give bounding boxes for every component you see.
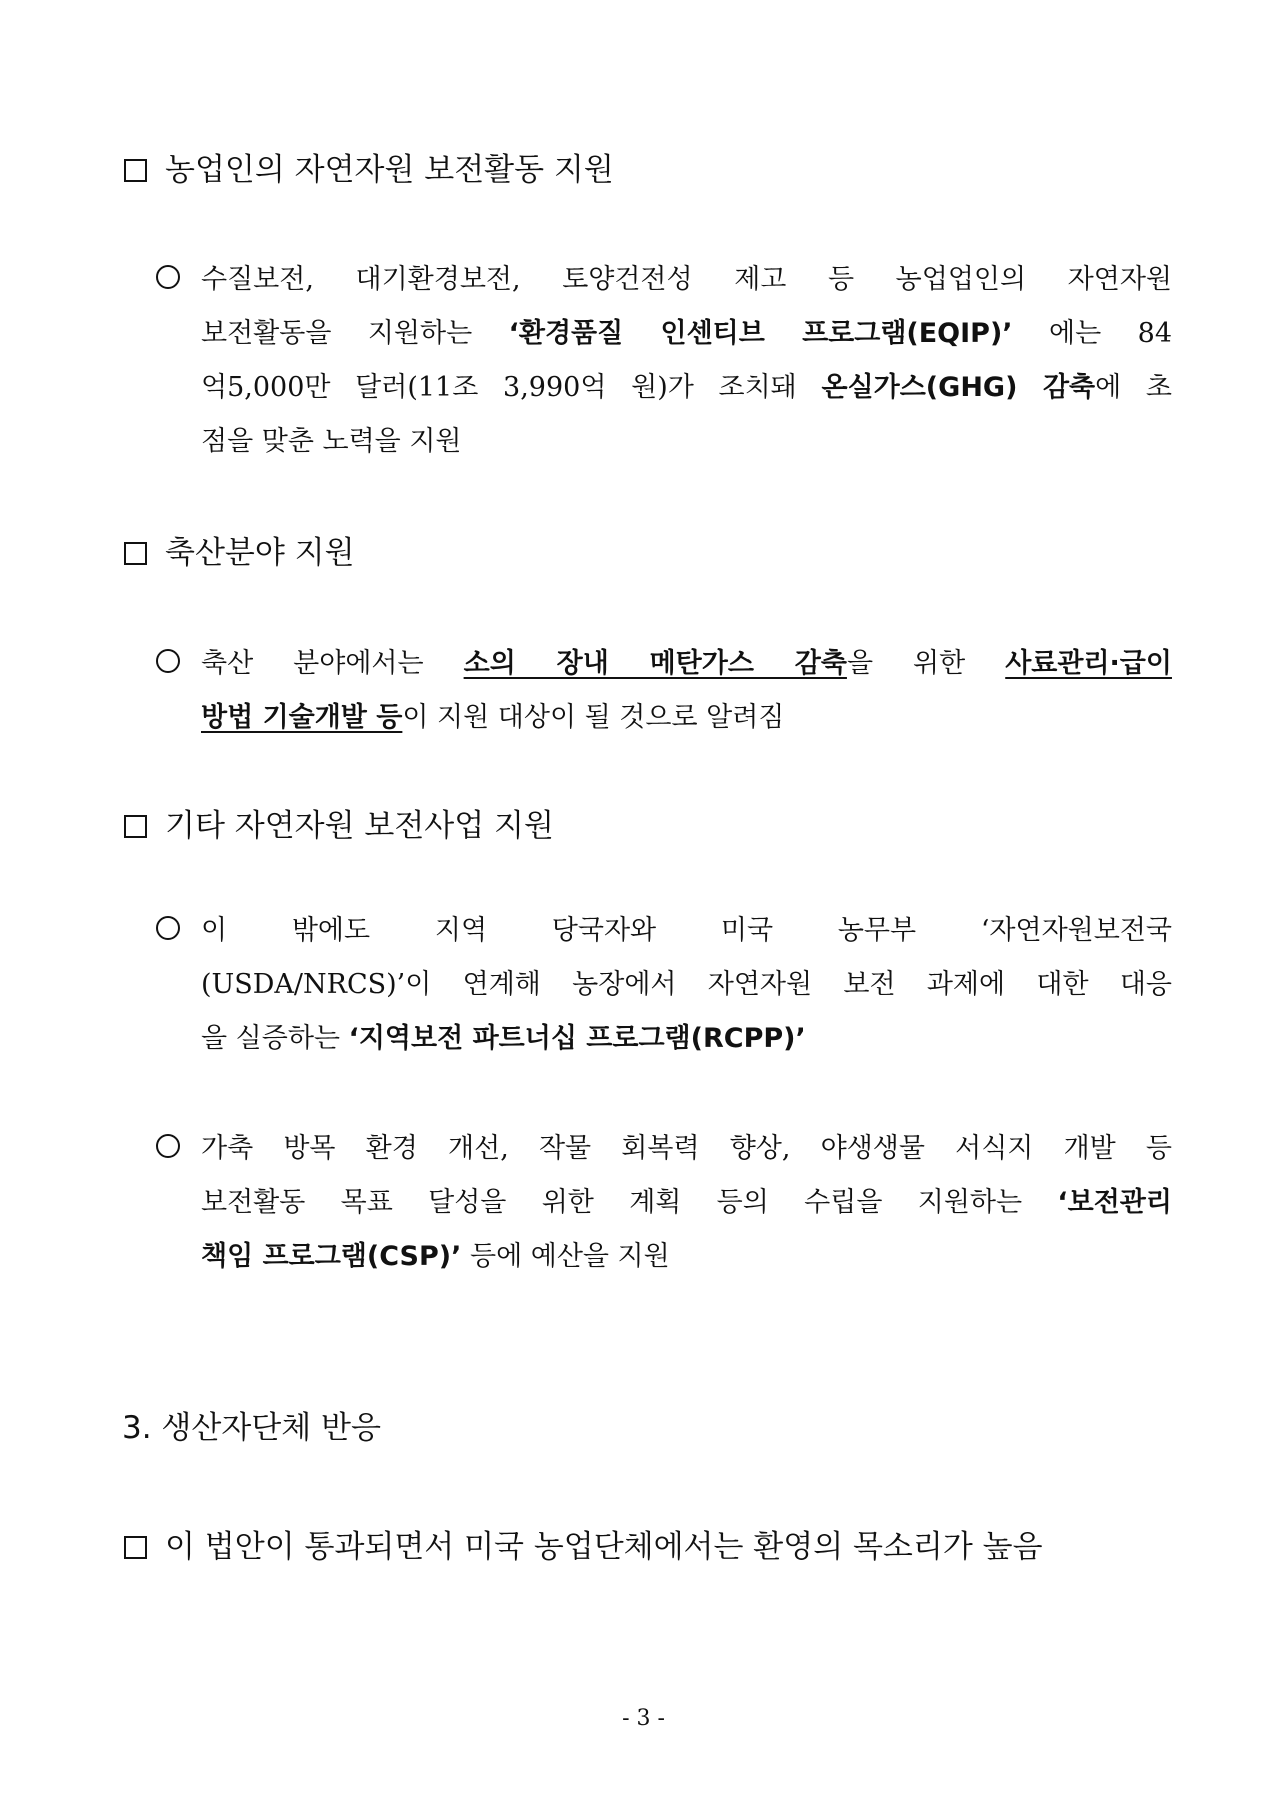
section-title: 3. 생산자단체 반응 [122, 1410, 381, 1446]
bullet-line: 보전활동 목표 달성을 위한 계획 등의 수립을 지원하는 ‘보전관리 [201, 1187, 1172, 1218]
heading-farm-groups-welcome: 이 법안이 통과되면서 미국 농업단체에서는 환영의 목소리가 높음 [124, 1527, 1184, 1567]
bullet-livestock-methane [152, 637, 1172, 745]
bullet-line: 억5,000만 달러(11조 3,990억 원)가 조치돼 온실가스(GHG) 감축에 초 [201, 372, 1172, 403]
heading-livestock: 축산분야 지원 [124, 533, 1184, 573]
bullet-line: 이 밖에도 지역 당국자와 미국 농무부 ‘자연자원보전국 [201, 915, 1172, 946]
heading-farmer-conservation: 농업인의 자연자원 보전활동 지원 [124, 150, 1184, 190]
circle-bullet-icon [156, 916, 180, 940]
circle-bullet-icon [156, 1134, 180, 1158]
bullet-eqip [152, 253, 1172, 469]
page-number: - 3 - [622, 1706, 665, 1731]
checkbox-square-icon [124, 542, 147, 565]
circle-bullet-icon [156, 265, 180, 289]
bullet-line: 점을 맞춘 노력을 지원 [201, 426, 462, 457]
bullet-line: 방법 기술개발 등이 지원 대상이 될 것으로 알려짐 [201, 702, 785, 733]
bullet-line: 을 실증하는 ‘지역보전 파트너십 프로그램(RCPP)’ [201, 1023, 806, 1054]
bullet-line: 책임 프로그램(CSP)’ 등에 예산을 지원 [201, 1241, 670, 1272]
bullet-rcpp [152, 904, 1172, 1066]
checkbox-square-icon [124, 159, 147, 182]
bullet-line: 수질보전, 대기환경보전, 토양건전성 제고 등 농업업인의 자연자원 [201, 264, 1172, 295]
circle-bullet-icon [156, 649, 180, 673]
checkbox-square-icon [124, 815, 147, 838]
bullet-line: (USDA/NRCS)’이 연계해 농장에서 자연자원 보전 과제에 대한 대응 [201, 969, 1172, 1000]
bullet-csp [152, 1122, 1172, 1284]
bullet-line: 가축 방목 환경 개선, 작물 회복력 향상, 야생생물 서식지 개발 등 [201, 1133, 1172, 1164]
heading-other-conservation: 기타 자연자원 보전사업 지원 [124, 806, 1184, 846]
bullet-line: 축산 분야에서는 소의 장내 메탄가스 감축을 위한 사료관리·급이 [201, 648, 1172, 679]
checkbox-square-icon [124, 1536, 147, 1559]
bullet-line: 보전활동을 지원하는 ‘환경품질 인센티브 프로그램(EQIP)’ 에는 84 [201, 318, 1172, 349]
